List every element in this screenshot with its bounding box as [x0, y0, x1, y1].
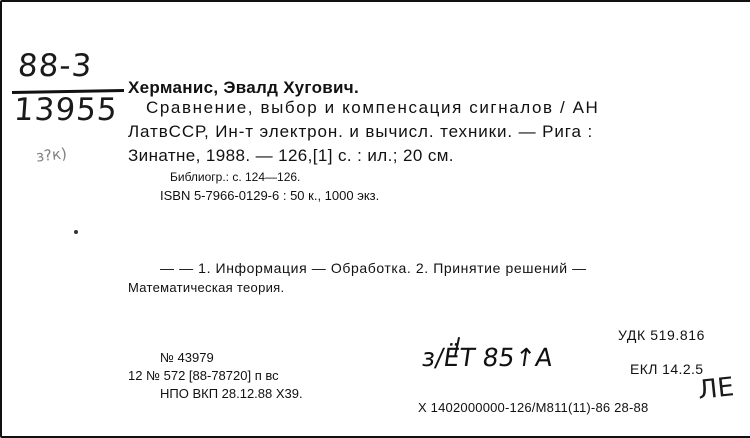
subject-headings-line-2: Математическая теория.	[128, 280, 285, 295]
npo-line: НПО ВКП 28.12.88 Х39.	[160, 386, 303, 401]
title-line-3: Зинатне, 1988. — 126,[1] с. : ил.; 20 см.	[128, 146, 454, 165]
shelf-mark-bottom: 13955	[12, 92, 119, 128]
title-line-2: ЛатвССР, Ин-т электрон. и вычисл. техники. — Рига :	[128, 122, 594, 141]
udk-classification: УДК 519.816	[618, 327, 705, 343]
author-heading: Херманис, Эвалд Хугович.	[128, 78, 359, 97]
handwritten-stamp: з/ЁТ 85↑А	[419, 343, 555, 372]
subject-headings-line-1: — — 1. Информация — Обработка. 2. Принятие решений —	[160, 260, 587, 276]
faint-handwritten-mark: з?к)	[35, 144, 68, 166]
order-line: 12 № 572 [88-78720] п вс	[128, 368, 279, 383]
ink-dot	[74, 230, 78, 234]
title-line-1: Сравнение, выбор и компенсация сигналов / АН	[146, 98, 600, 117]
corner-handwriting: ЛЕ	[696, 372, 736, 406]
ekl-classification: ЕКЛ 14.2.5	[630, 361, 704, 377]
price-code-line: Х 1402000000-126/М811(11)-86 28-88	[418, 400, 649, 415]
shelf-mark-top: 88-3	[16, 48, 94, 84]
bibliography-note: Библиогр.: с. 124—126.	[170, 170, 301, 184]
isbn-line: ISBN 5-7966-0129-6 : 50 к., 1000 экз.	[160, 188, 380, 203]
record-number: № 43979	[160, 350, 214, 365]
